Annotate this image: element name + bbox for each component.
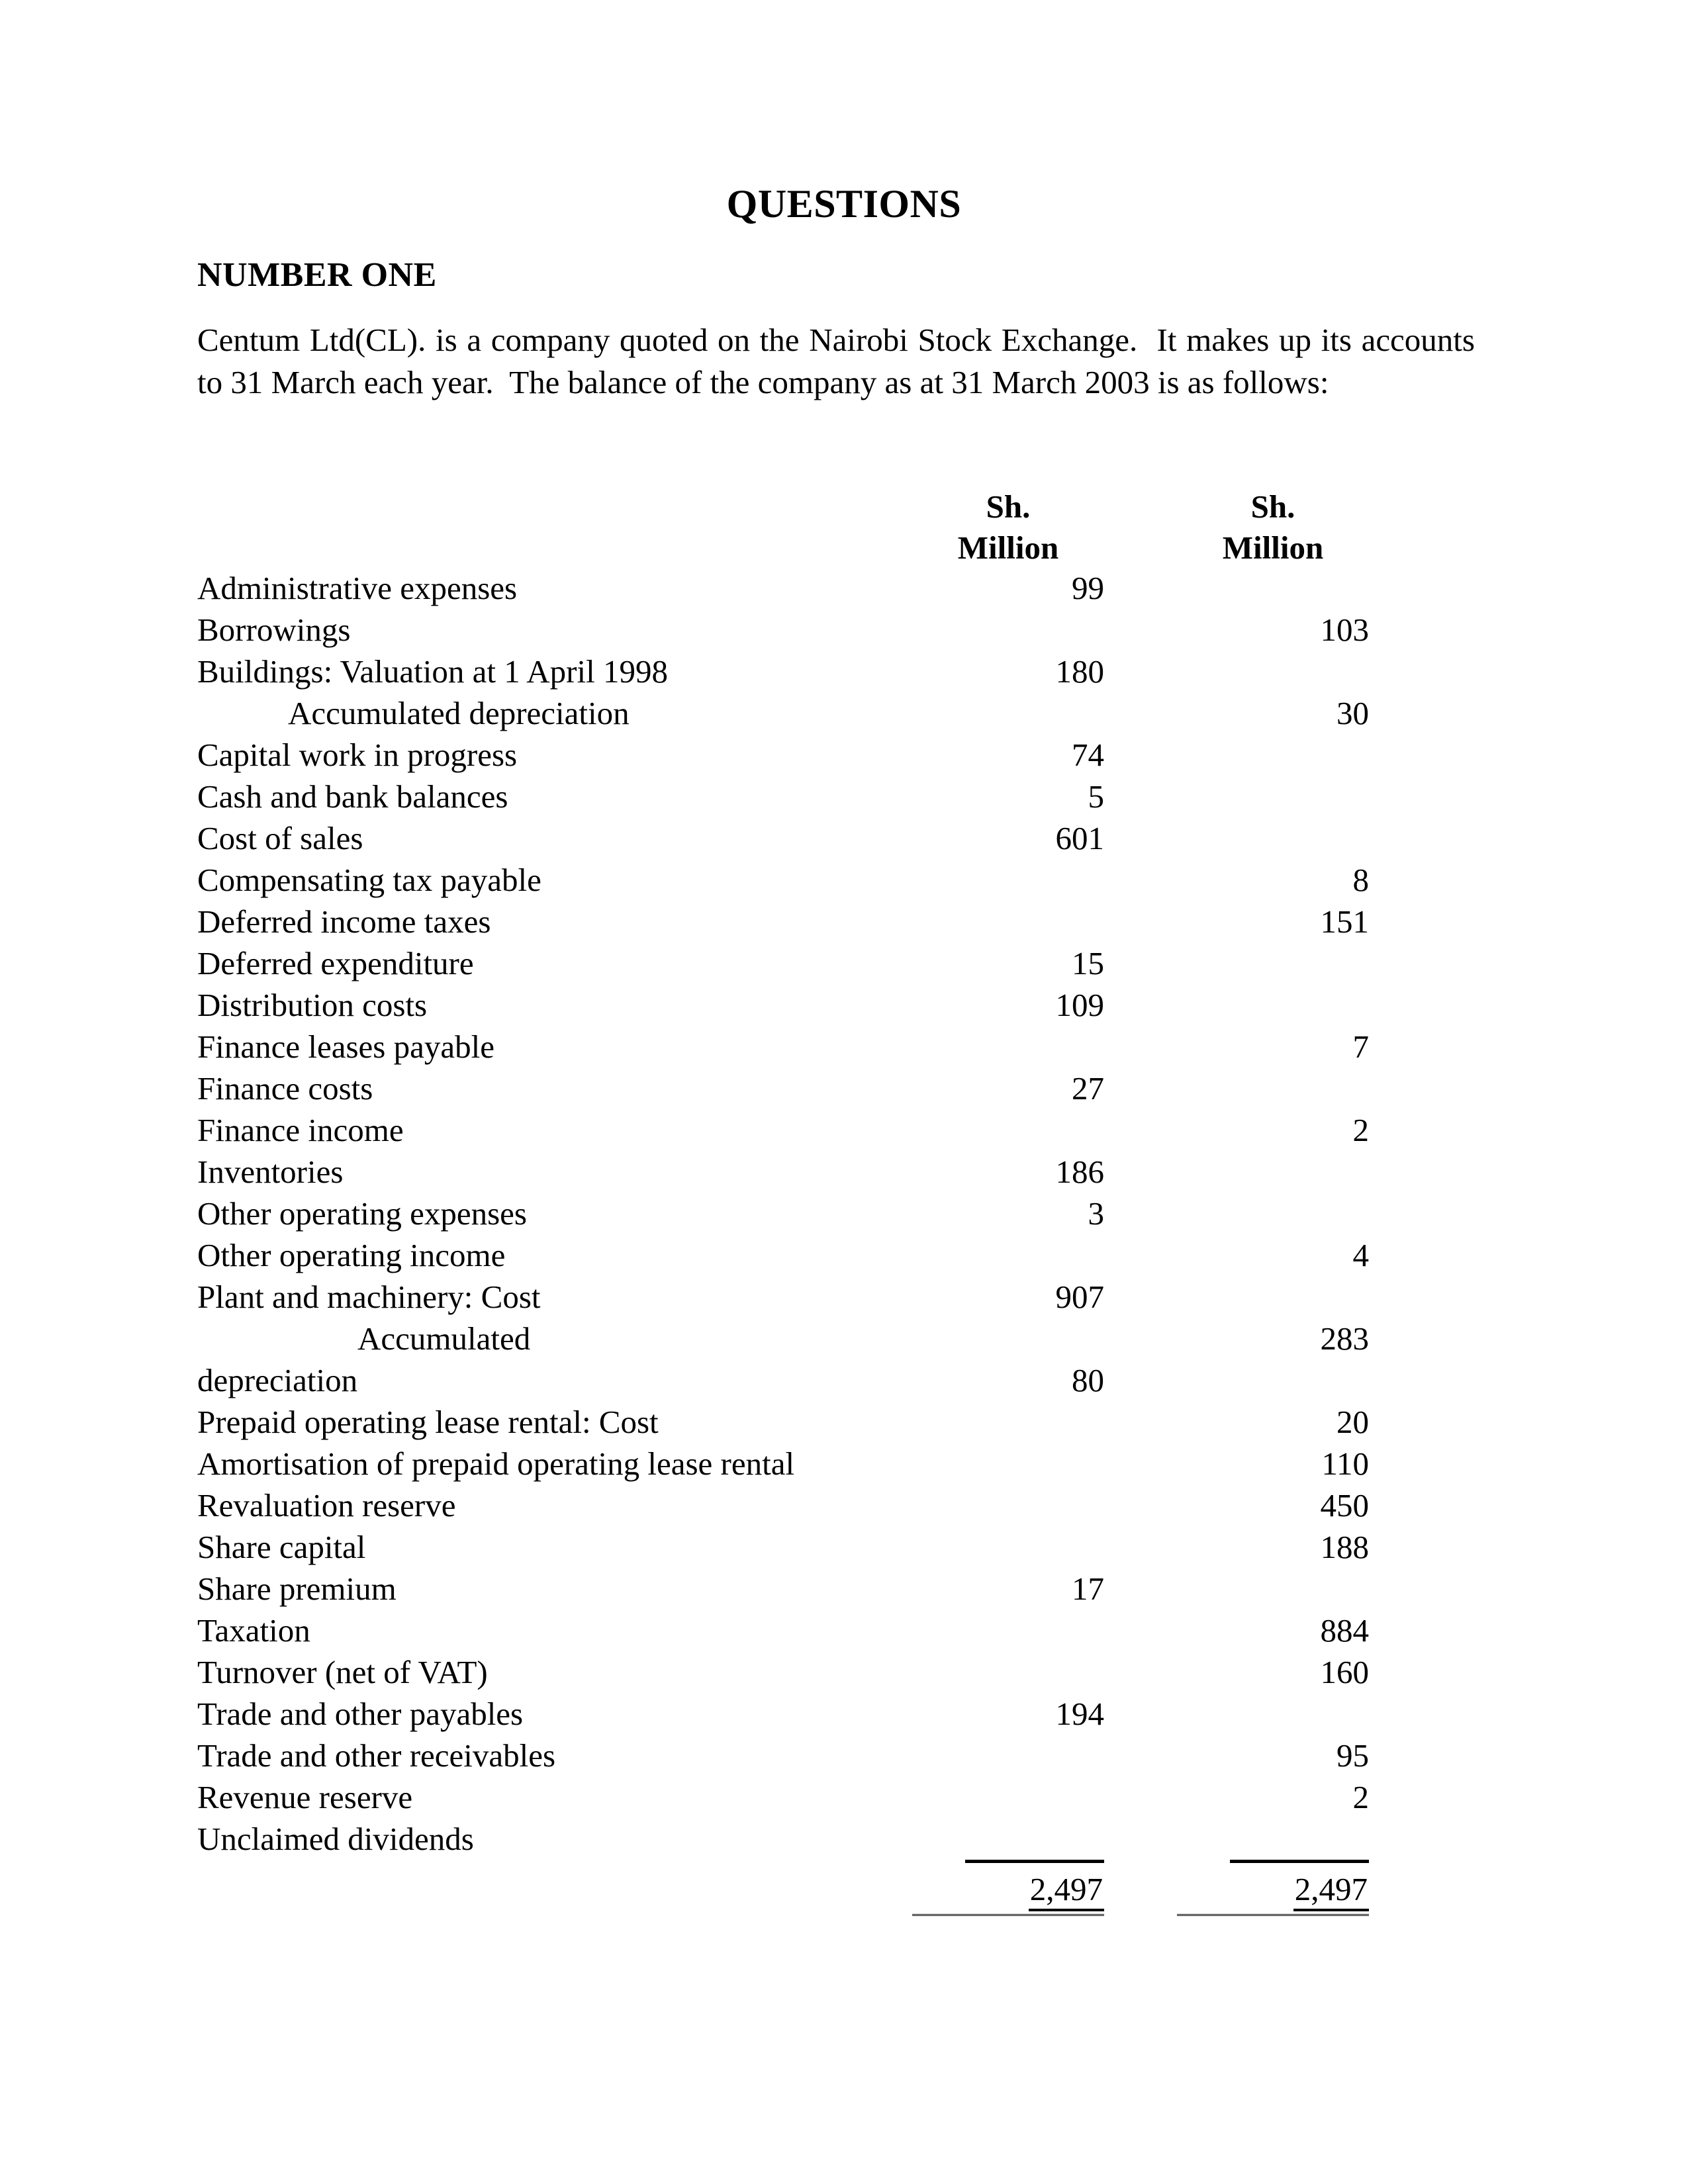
table-row bbox=[197, 609, 1495, 651]
total-col2-value: 2,497 bbox=[1293, 1870, 1369, 1911]
row-value-col1: 5 bbox=[1088, 778, 1104, 815]
row-label: Finance leases payable bbox=[197, 1028, 494, 1065]
row-label: Accumulated depreciation bbox=[288, 695, 630, 731]
column-header-col2 bbox=[1177, 486, 1369, 569]
row-value-col2: 20 bbox=[1336, 1404, 1369, 1440]
table-row bbox=[197, 1693, 1495, 1735]
page-title: QUESTIONS bbox=[726, 182, 962, 226]
row-label: Taxation bbox=[197, 1612, 310, 1649]
column-header-col2-line1: Sh. bbox=[1250, 488, 1295, 525]
row-value-col2: 103 bbox=[1320, 612, 1369, 648]
row-value-col1: 15 bbox=[1072, 945, 1104, 981]
row-label: Revaluation reserve bbox=[197, 1487, 456, 1524]
row-label: Deferred expenditure bbox=[197, 945, 474, 981]
row-label: Compensating tax payable bbox=[197, 862, 541, 898]
row-value-col1: 194 bbox=[1055, 1696, 1104, 1732]
total-col2 bbox=[1177, 1866, 1369, 1916]
row-value-col1: 17 bbox=[1072, 1570, 1104, 1607]
table-row bbox=[197, 651, 1495, 692]
row-value-col2: 7 bbox=[1352, 1028, 1369, 1065]
row-label: Unclaimed dividends bbox=[197, 1821, 474, 1857]
table-row bbox=[197, 776, 1495, 817]
row-value-col2: 450 bbox=[1320, 1487, 1369, 1524]
table-row bbox=[197, 1443, 1495, 1484]
table-row bbox=[197, 942, 1495, 984]
table-row bbox=[197, 1109, 1495, 1151]
table-row bbox=[197, 1026, 1495, 1068]
table-row bbox=[197, 1068, 1495, 1109]
subtotal-rule-col1 bbox=[965, 1860, 1104, 1863]
row-label: Cash and bank balances bbox=[197, 778, 508, 815]
row-label: Inventories bbox=[197, 1154, 344, 1190]
total-col1-value: 2,497 bbox=[1029, 1870, 1104, 1911]
row-label: Other operating expenses bbox=[197, 1195, 527, 1232]
row-label: Other operating income bbox=[197, 1237, 506, 1273]
row-value-col2: 30 bbox=[1336, 695, 1369, 731]
column-header-col1-line1: Sh. bbox=[986, 488, 1031, 525]
row-label: Borrowings bbox=[197, 612, 351, 648]
table-row bbox=[197, 1234, 1495, 1276]
column-header-col1 bbox=[912, 486, 1104, 569]
row-value-col2: 2 bbox=[1352, 1112, 1369, 1148]
row-label: Buildings: Valuation at 1 April 1998 bbox=[197, 653, 668, 690]
table-row bbox=[197, 1193, 1495, 1234]
row-value-col2: 2 bbox=[1352, 1779, 1369, 1815]
row-label: Share premium bbox=[197, 1570, 397, 1607]
table-row bbox=[197, 1526, 1495, 1568]
table-row bbox=[197, 567, 1495, 609]
table-row bbox=[197, 692, 1495, 734]
table-row bbox=[197, 734, 1495, 776]
ledger-rows bbox=[197, 567, 1495, 1860]
row-label: Deferred income taxes bbox=[197, 903, 491, 940]
row-value-col1: 3 bbox=[1088, 1195, 1104, 1232]
row-value-col1: 80 bbox=[1072, 1362, 1104, 1398]
total-col1 bbox=[912, 1866, 1104, 1916]
row-label: depreciation bbox=[197, 1362, 358, 1398]
totals-row bbox=[197, 1866, 1495, 1913]
table-row bbox=[197, 1151, 1495, 1193]
row-label: Accumulated bbox=[357, 1320, 531, 1357]
row-label: Amortisation of prepaid operating lease rental bbox=[197, 1445, 795, 1482]
table-row bbox=[197, 1610, 1495, 1651]
subtotal-rule-row bbox=[197, 1860, 1495, 1866]
row-value-col2: 110 bbox=[1321, 1445, 1369, 1482]
table-row bbox=[197, 1359, 1495, 1401]
row-label: Finance costs bbox=[197, 1070, 373, 1107]
row-value-col2: 95 bbox=[1336, 1737, 1369, 1774]
row-value-col1: 74 bbox=[1072, 737, 1104, 773]
table-row bbox=[197, 1651, 1495, 1693]
row-value-col2: 160 bbox=[1320, 1654, 1369, 1690]
subtotal-rule-col2 bbox=[1230, 1860, 1369, 1863]
table-row bbox=[197, 1568, 1495, 1610]
table-row bbox=[197, 1484, 1495, 1526]
row-value-col2: 283 bbox=[1320, 1320, 1369, 1357]
table-row bbox=[197, 1818, 1495, 1860]
row-label: Plant and machinery: Cost bbox=[197, 1279, 541, 1315]
column-header-col1-line2: Million bbox=[957, 529, 1059, 566]
row-label: Revenue reserve bbox=[197, 1779, 413, 1815]
row-value-col2: 4 bbox=[1352, 1237, 1369, 1273]
row-label: Administrative expenses bbox=[197, 570, 518, 606]
row-value-col1: 907 bbox=[1055, 1279, 1104, 1315]
table-row bbox=[197, 817, 1495, 859]
table-row bbox=[197, 984, 1495, 1026]
row-value-col2: 884 bbox=[1320, 1612, 1369, 1649]
row-value-col2: 8 bbox=[1352, 862, 1369, 898]
row-label: Trade and other receivables bbox=[197, 1737, 556, 1774]
row-value-col1: 601 bbox=[1055, 820, 1104, 856]
row-label: Capital work in progress bbox=[197, 737, 518, 773]
row-value-col2: 151 bbox=[1320, 903, 1369, 940]
row-value-col1: 27 bbox=[1072, 1070, 1104, 1107]
intro-paragraph: Centum Ltd(CL). is a company quoted on the Nairobi Stock Exchange. It makes up its accounts to 31 March each year. The balance of the company as at 31 March 2003 is as follows: bbox=[197, 322, 1483, 400]
row-value-col1: 99 bbox=[1072, 570, 1104, 606]
row-label: Prepaid operating lease rental: Cost bbox=[197, 1404, 659, 1440]
column-header-col2-line2: Million bbox=[1222, 529, 1324, 566]
trial-balance-table bbox=[197, 486, 1495, 1913]
section-heading: NUMBER ONE bbox=[197, 256, 437, 294]
table-row bbox=[197, 1401, 1495, 1443]
row-value-col1: 186 bbox=[1055, 1154, 1104, 1190]
table-row bbox=[197, 1776, 1495, 1818]
table-row bbox=[197, 1318, 1495, 1359]
column-headers bbox=[197, 486, 1495, 567]
table-row bbox=[197, 1735, 1495, 1776]
row-label: Finance income bbox=[197, 1112, 404, 1148]
row-label: Share capital bbox=[197, 1529, 366, 1565]
row-label: Turnover (net of VAT) bbox=[197, 1654, 488, 1690]
row-label: Distribution costs bbox=[197, 987, 428, 1023]
row-label: Cost of sales bbox=[197, 820, 363, 856]
row-label: Trade and other payables bbox=[197, 1696, 524, 1732]
table-row bbox=[197, 1276, 1495, 1318]
row-value-col1: 180 bbox=[1055, 653, 1104, 690]
table-row bbox=[197, 859, 1495, 901]
row-value-col1: 109 bbox=[1055, 987, 1104, 1023]
row-value-col2: 188 bbox=[1320, 1529, 1369, 1565]
table-row bbox=[197, 901, 1495, 942]
